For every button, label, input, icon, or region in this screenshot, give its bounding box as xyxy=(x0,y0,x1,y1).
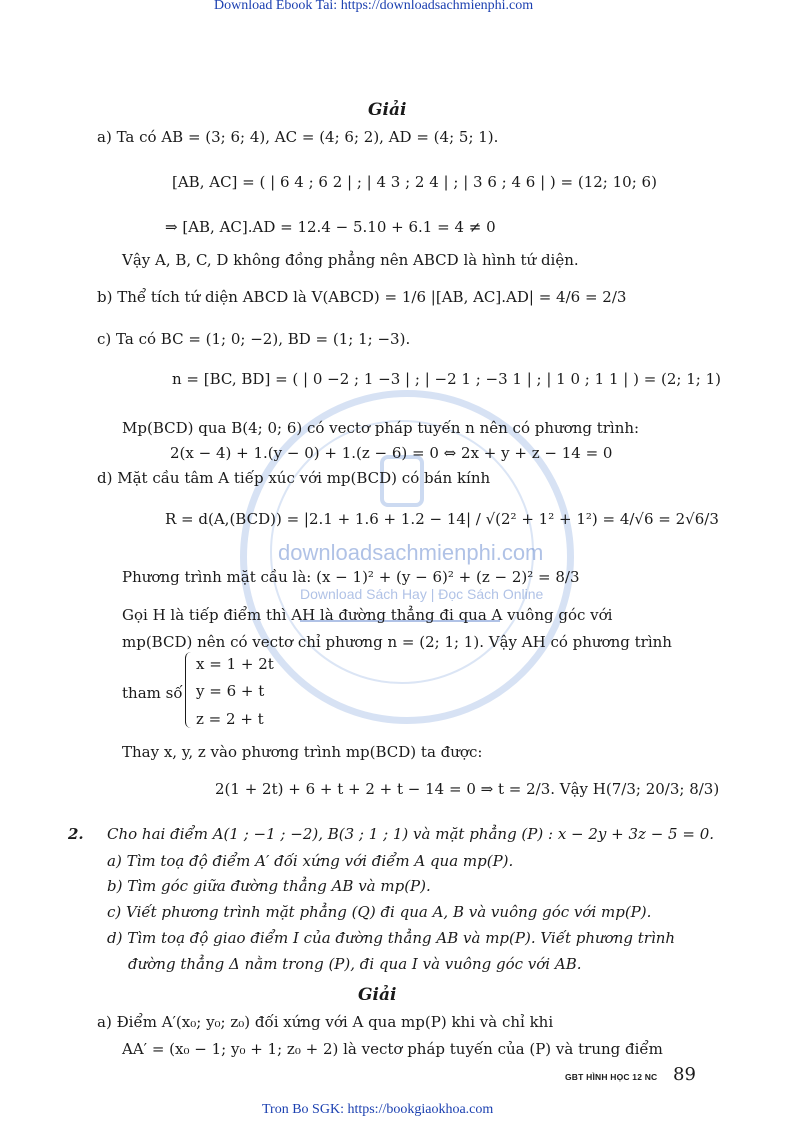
page-number: 89 xyxy=(673,1064,696,1085)
problem-2-part-d-line-2: đường thẳng Δ nằm trong (P), đi qua I và vuông góc với AB. xyxy=(128,955,582,973)
solution-c-plane-equation: 2(x − 4) + 1.(y − 0) + 1.(z − 6) = 0 ⇔ 2x + y + z − 14 = 0 xyxy=(170,444,613,462)
param-label: tham số xyxy=(122,684,183,702)
solution-c-vectors: c) Ta có BC = (1; 0; −2), BD = (1; 1; −3). xyxy=(97,330,411,348)
problem-2-part-c: c) Viết phương trình mặt phẳng (Q) đi qua A, B và vuông góc với mp(P). xyxy=(107,903,652,921)
header-download-link[interactable]: Download Ebook Tai: https://downloadsachmienphi.com xyxy=(214,0,534,13)
solution-2a-line-2: AA′ = (x₀ − 1; y₀ + 1; z₀ + 2) là vectơ pháp tuyến của (P) và trung điểm xyxy=(122,1040,663,1058)
problem-2-part-b: b) Tìm góc giữa đường thẳng AB và mp(P). xyxy=(107,877,431,895)
param-brace xyxy=(185,652,192,728)
solution-heading-1: Giải xyxy=(368,100,407,120)
param-y: y = 6 + t xyxy=(196,682,265,700)
footer-link[interactable]: Tron Bo SGK: https://bookgiaokhoa.com xyxy=(262,1102,494,1117)
footer-book-title: GBT HÌNH HỌC 12 NC xyxy=(565,1072,658,1082)
solution-a-cross-product: [AB, AC] = ( | 6 4 ; 6 2 | ; | 4 3 ; 2 4 | ; | 3 6 ; 4 6 | ) = (12; 10; 6) xyxy=(172,173,657,191)
param-x: x = 1 + 2t xyxy=(196,655,274,673)
problem-2-part-a: a) Tìm toạ độ điểm A′ đối xứng với điểm A qua mp(P). xyxy=(107,852,514,870)
solution-d-substitute: Thay x, y, z vào phương trình mp(BCD) ta được: xyxy=(122,743,483,761)
solution-d-sphere-equation: Phương trình mặt cầu là: (x − 1)² + (y − 6)² + (z − 2)² = 8/3 xyxy=(122,568,580,586)
solution-c-plane-intro: Mp(BCD) qua B(4; 0; 6) có vectơ pháp tuyến n nên có phương trình: xyxy=(122,419,640,437)
solution-2a-line-1: a) Điểm A′(x₀; y₀; z₀) đối xứng với A qua mp(P) khi và chỉ khi xyxy=(97,1013,554,1031)
solution-d-tangent-line-2: mp(BCD) nên có vectơ chỉ phương n = (2; 1; 1). Vậy AH có phương trình xyxy=(122,633,672,651)
watermark-site: downloadsachmienphi.com xyxy=(278,540,544,565)
solution-a-conclusion: Vậy A, B, C, D không đồng phẳng nên ABCD là hình tứ diện. xyxy=(122,251,579,269)
problem-2-part-d-line-1: d) Tìm toạ độ giao điểm I của đường thẳng AB và mp(P). Viết phương trình xyxy=(107,929,676,947)
solution-a-mixed-product: ⇒ [AB, AC].AD = 12.4 − 5.10 + 6.1 = 4 ≠ 0 xyxy=(165,218,496,236)
problem-2-statement: Cho hai điểm A(1 ; −1 ; −2), B(3 ; 1 ; 1) và mặt phẳng (P) : x − 2y + 3z − 5 = 0. xyxy=(107,825,715,843)
solution-c-normal-vector: n = [BC, BD] = ( | 0 −2 ; 1 −3 | ; | −2 1 ; −3 1 | ; | 1 0 ; 1 1 | ) = (2; 1; 1) xyxy=(172,370,722,388)
watermark-tagline: Download Sách Hay | Đọc Sách Online xyxy=(300,586,544,602)
solution-d-radius: R = d(A,(BCD)) = |2.1 + 1.6 + 1.2 − 14| / √(2² + 1² + 1²) = 4/√6 = 2√6/3 xyxy=(165,510,719,528)
solution-d-tangent-line-1: Gọi H là tiếp điểm thì AH là đường thẳng đi qua A vuông góc với xyxy=(122,606,613,624)
solution-a-vectors: a) Ta có AB = (3; 6; 4), AC = (4; 6; 2), AD = (4; 5; 1). xyxy=(97,128,499,146)
param-z: z = 2 + t xyxy=(196,710,264,728)
solution-heading-2: Giải xyxy=(358,985,397,1005)
solution-b-volume: b) Thể tích tứ diện ABCD là V(ABCD) = 1/6 |[AB, AC].AD| = 4/6 = 2/3 xyxy=(97,288,627,306)
solution-d-sphere-intro: d) Mặt cầu tâm A tiếp xúc với mp(BCD) có bán kính xyxy=(97,469,491,487)
solution-d-result: 2(1 + 2t) + 6 + t + 2 + t − 14 = 0 ⇒ t = 2/3. Vậy H(7/3; 20/3; 8/3) xyxy=(215,780,720,798)
problem-2-number: 2. xyxy=(68,825,84,843)
